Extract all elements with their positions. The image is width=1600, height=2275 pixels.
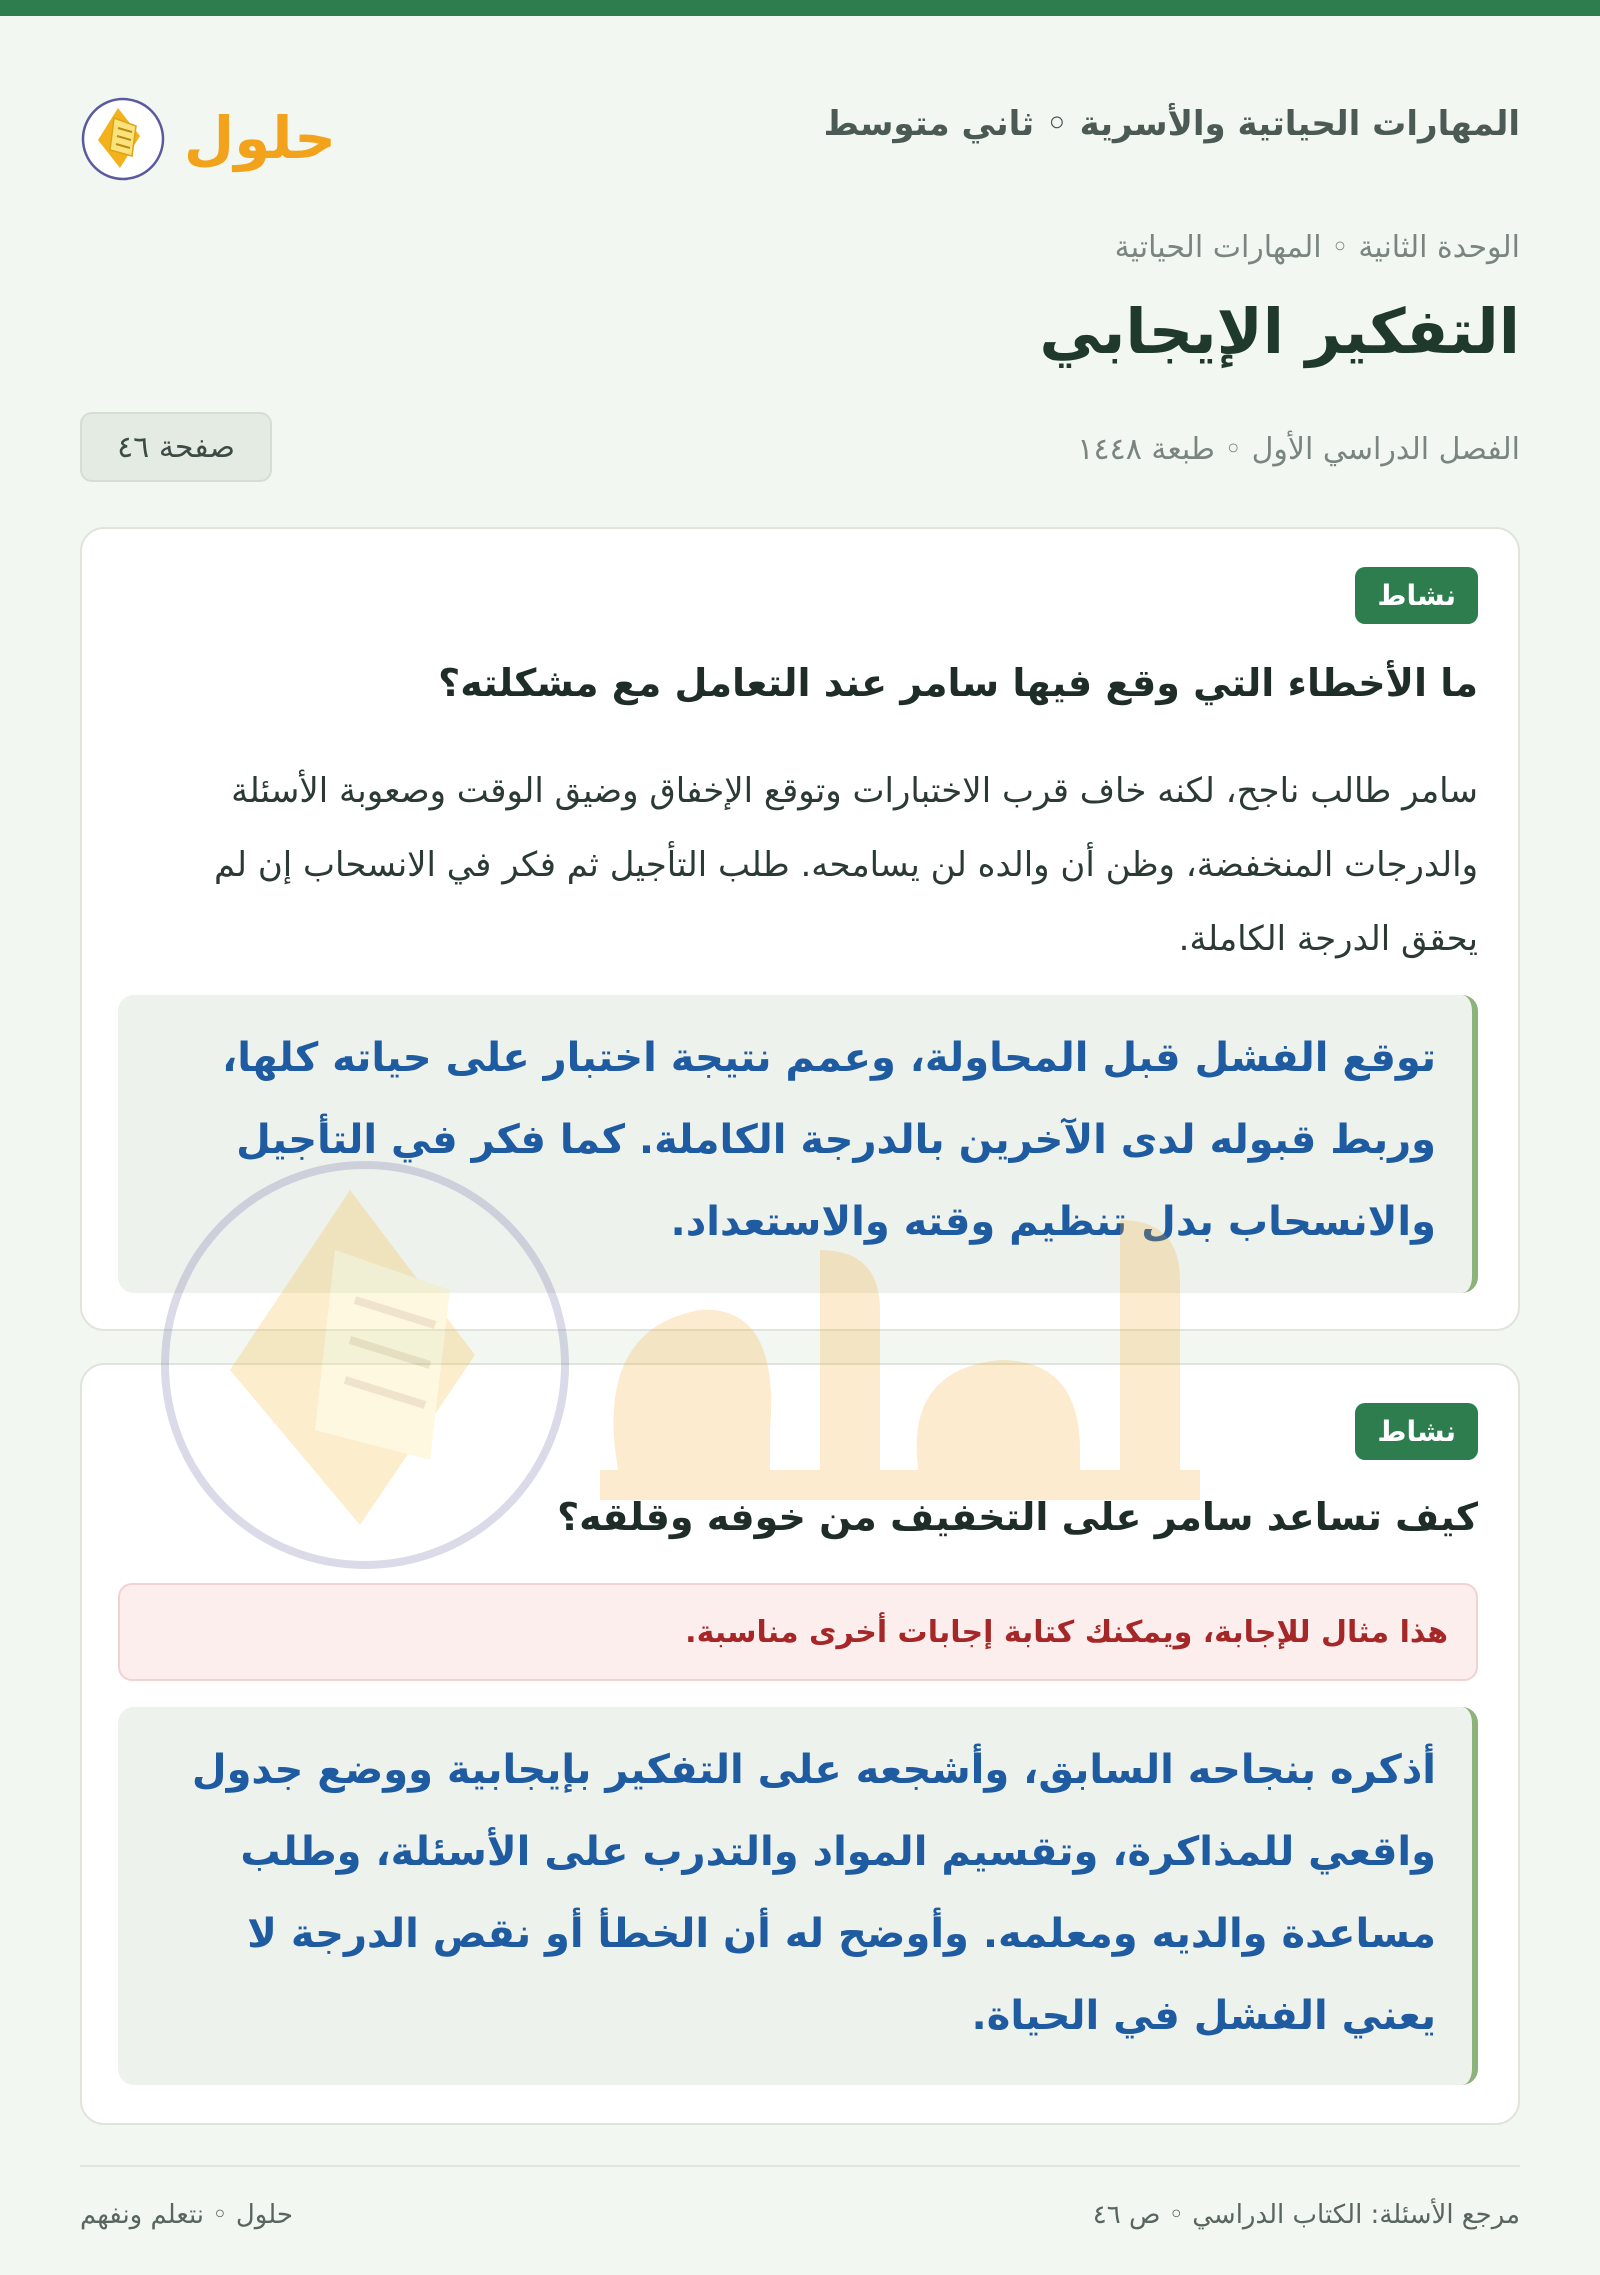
activity-card-2: [80, 1363, 1520, 2125]
top-accent-bar: [0, 0, 1600, 16]
footer-divider: [80, 2165, 1520, 2167]
activity-badge: نشاط: [1355, 567, 1478, 624]
svg-text:حلول: حلول: [183, 104, 337, 172]
example-answer-note: هذا مثال للإجابة، ويمكنك كتابة إجابات أخرى مناسبة.: [118, 1583, 1478, 1681]
answer-box: أذكره بنجاحه السابق، وأشجعه على التفكير بإيجابية ووضع جدول واقعي للمذاكرة، وتقسيم المواد والتدرب على الأسئلة، وطلب مساعدة والديه ومعلمه. وأوضح له أن الخطأ أو نقص الدرجة لا يعني الفشل في الحياة.: [118, 1707, 1478, 2085]
activity-question: كيف تساعد سامر على التخفيف من خوفه وقلقه؟: [557, 1495, 1478, 1539]
footer-tagline: حلول ◦ نتعلم ونفهم: [80, 2200, 293, 2230]
edition-label: الفصل الدراسي الأول ◦ طبعة ١٤٤٨: [1077, 432, 1520, 467]
hulul-logo[interactable]: [80, 96, 360, 182]
subject-title: المهارات الحياتية والأسرية ◦ ثاني متوسط: [823, 104, 1520, 144]
lesson-title: التفكير الإيجابي: [1039, 295, 1520, 368]
activity-card-1: [80, 527, 1520, 1331]
answer-box: توقع الفشل قبل المحاولة، وعمم نتيجة اختبار على حياته كلها، وربط قبوله لدى الآخرين بالدرجة الكاملة. كما فكر في التأجيل والانسحاب بدل تنظيم وقته والاستعداد.: [118, 995, 1478, 1293]
footer-reference: مرجع الأسئلة: الكتاب الدراسي ◦ ص ٤٦: [1092, 2200, 1520, 2230]
activity-passage: سامر طالب ناجح، لكنه خاف قرب الاختبارات وتوقع الإخفاق وضيق الوقت وصعوبة الأسئلة والدرجات المنخفضة، وظن أن والده لن يسامحه. طلب التأجيل ثم فكر في الانسحاب إن لم يحقق الدرجة الكاملة.: [214, 771, 1478, 959]
page-number-badge: صفحة ٤٦: [80, 412, 272, 482]
activity-question: ما الأخطاء التي وقع فيها سامر عند التعامل مع مشكلته؟: [438, 661, 1478, 705]
activity-badge: نشاط: [1355, 1403, 1478, 1460]
page-header: [80, 96, 1520, 176]
unit-label: الوحدة الثانية ◦ المهارات الحياتية: [1114, 230, 1520, 265]
book-diamond-icon: [80, 96, 360, 182]
